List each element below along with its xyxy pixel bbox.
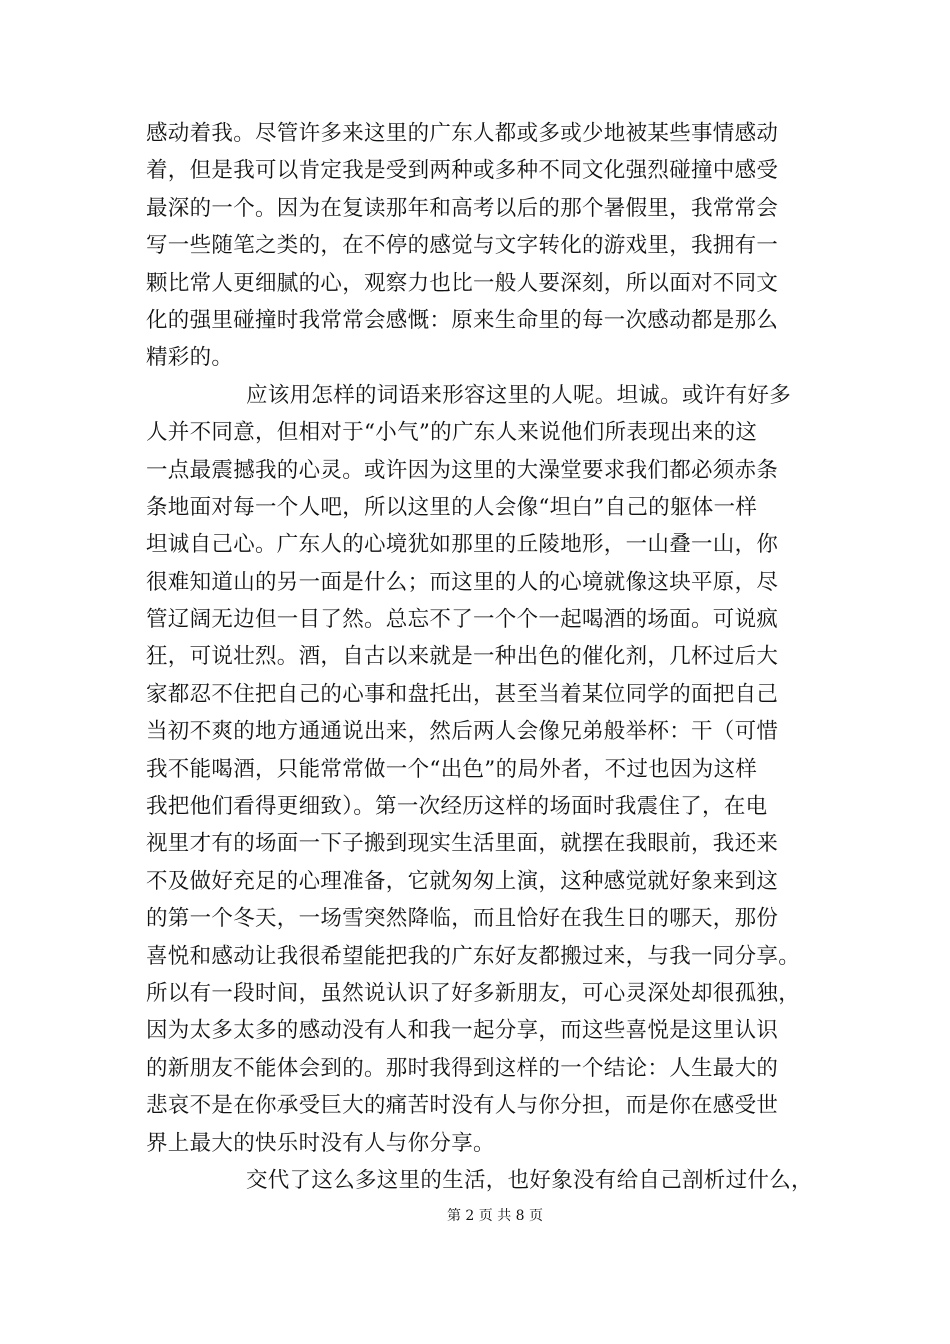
text-line: 的第一个冬天，一场雪突然降临，而且恰好在我生日的哪天，那份: [146, 906, 779, 932]
text-line-first: 应该用怎样的词语来形容这里的人呢。坦诚。或许有好多: [246, 382, 792, 408]
text-line: 悲哀不是在你承受巨大的痛苦时没有人与你分担，而是你在感受世: [146, 1093, 779, 1119]
text-line: 当初不爽的地方通通说出来，然后两人会像兄弟般举杯：干（可惜: [146, 719, 779, 745]
text-line: 狂，可说壮烈。酒，自古以来就是一种出色的催化剂，几杯过后大: [146, 644, 779, 670]
text-line: 写一些随笔之类的，在不停的感觉与文字转化的游戏里，我拥有一: [146, 233, 779, 259]
text-line: 着，但是我可以肯定我是受到两种或多种不同文化强烈碰撞中感受: [146, 158, 779, 184]
text-line: 坦诚自己心。广东人的心境犹如那里的丘陵地形，一山叠一山，你: [146, 532, 779, 558]
text-line: 家都忍不住把自己的心事和盘托出，甚至当着某位同学的面把自己: [146, 681, 779, 707]
text-line: 我把他们看得更细致）。第一次经历这样的场面时我震住了，在电: [146, 794, 768, 820]
text-line: 不及做好充足的心理准备，它就匆匆上演，这种感觉就好象来到这: [146, 868, 779, 894]
text-line: 视里才有的场面一下子搬到现实生活里面，就摆在我眼前，我还来: [146, 831, 779, 857]
text-line: 管辽阔无边但一目了然。总忘不了一个个一起喝酒的场面。可说疯: [146, 607, 779, 633]
text-line: 感动着我。尽管许多来这里的广东人都或多或少地被某些事情感动: [146, 121, 779, 146]
text-line: 我不能喝酒，只能常常做一个“出色”的局外者，不过也因为这样: [146, 756, 758, 782]
text-line: 一点最震撼我的心灵。或许因为这里的大澡堂要求我们都必须赤条: [146, 457, 779, 483]
text-line: 人并不同意，但相对于“小气”的广东人来说他们所表现出来的这: [146, 420, 758, 446]
text-line: 因为太多太多的感动没有人和我一起分享，而这些喜悦是这里认识: [146, 1018, 779, 1044]
text-line: 最深的一个。因为在复读那年和高考以后的那个暑假里，我常常会: [146, 195, 779, 221]
paragraph-1: [146, 115, 826, 377]
page-number-footer: 第 2 页 共 8 页: [446, 1208, 544, 1224]
text-line: 喜悦和感动让我很希望能把我的广东好友都搬过来，与我一同分享。: [146, 943, 801, 969]
text-line: 很难知道山的另一面是什么；而这里的人的心境就像这块平原，尽: [146, 569, 779, 595]
text-line: 精彩的。: [146, 345, 234, 371]
text-line: 条地面对每一个人吧，所以这里的人会像“坦白”自己的躯体一样: [146, 494, 758, 520]
text-line: 所以有一段时间，虽然说认识了好多新朋友，可心灵深处却很孤独，: [146, 980, 801, 1006]
text-line: 颗比常人更细腻的心，观察力也比一般人要深刻，所以面对不同文: [146, 270, 779, 296]
text-line: 界上最大的快乐时没有人与你分享。: [146, 1130, 495, 1156]
paragraph-3: [146, 1162, 826, 1199]
text-line-first: 交代了这么多这里的生活，也好象没有给自己剖析过什么，: [246, 1167, 813, 1193]
text-line: 的新朋友不能体会到的。那时我得到这样的一个结论：人生最大的: [146, 1055, 779, 1081]
body-text: [146, 115, 826, 1199]
text-line: 化的强里碰撞时我常常会感慨：原来生命里的每一次感动都是那么: [146, 307, 779, 333]
paragraph-2: [146, 377, 826, 1162]
